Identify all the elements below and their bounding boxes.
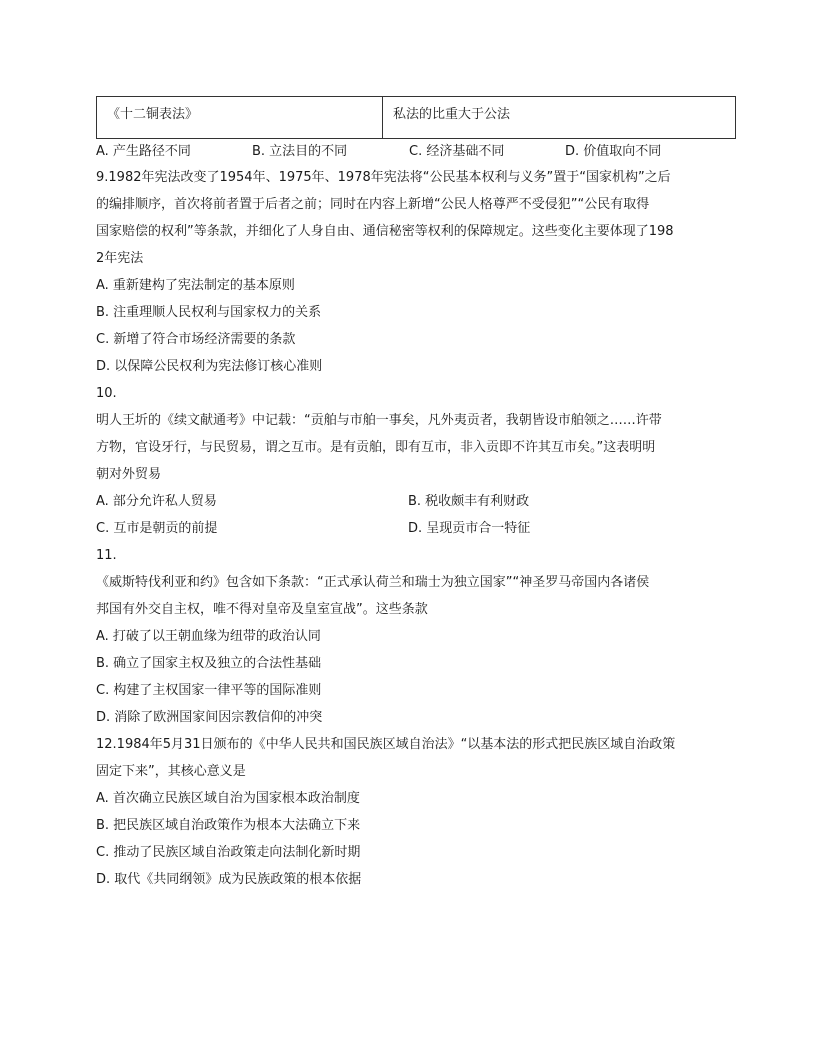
q10-stem-line: 朝对外贸易 [96,467,162,482]
q12-stem-line: 12.1984年5月31日颁布的《中华人民共和国民族区域自治法》“以基本法的形式把民族区域自治政策 [96,737,676,752]
q10-stem-line: 明人王圻的《续文献通考》中记载：“贡舶与市舶一事矣，凡外夷贡者，我朝皆设市舶领之……许带 [96,413,662,428]
table-cell-right: 私法的比重大于公法 [393,107,511,122]
q9-stem-line: 9.1982年宪法改变了1954年、1975年、1978年宪法将“公民基本权利与义务”置于“国家机构”之后 [96,170,671,185]
q10-number: 10. [96,386,117,401]
q11-option-a: A. 打破了以王朝血缘为纽带的政治认同 [96,629,321,644]
q12-option-c: C. 推动了民族区域自治政策走向法制化新时期 [96,845,361,860]
q11-number: 11. [96,548,117,563]
q8-option-c: C. 经济基础不同 [409,144,505,159]
q11-option-c: C. 构建了主权国家一律平等的国际准则 [96,683,322,698]
q10-stem-line: 方物，官设牙行，与民贸易，谓之互市。是有贡舶，即有互市，非入贡即不许其互市矣。”这表明明 [96,440,656,455]
q9-option-d: D. 以保障公民权利为宪法修订核心准则 [96,359,323,374]
q9-option-a: A. 重新建构了宪法制定的基本原则 [96,278,295,293]
q9-stem-line: 的编排顺序，首次将前者置于后者之前；同时在内容上新增“公民人格尊严不受侵犯”“公民有取得 [96,197,650,212]
comparison-table [96,96,736,139]
q11-option-b: B. 确立了国家主权及独立的合法性基础 [96,656,322,671]
q10-option-a: A. 部分允许私人贸易 [96,494,217,509]
q11-stem-line: 邦国有外交自主权，唯不得对皇帝及皇室宣战”。这些条款 [96,602,428,617]
q8-option-d: D. 价值取向不同 [565,144,662,159]
q9-option-c: C. 新增了符合市场经济需要的条款 [96,332,296,347]
q10-option-b: B. 税收颇丰有利财政 [408,494,530,509]
q10-option-c: C. 互市是朝贡的前提 [96,521,218,536]
q12-option-d: D. 取代《共同纲领》成为民族政策的根本依据 [96,872,362,887]
q9-option-b: B. 注重理顺人民权利与国家权力的关系 [96,305,322,320]
q12-option-a: A. 首次确立民族区域自治为国家根本政治制度 [96,791,360,806]
q9-stem-line: 国家赔偿的权利”等条款，并细化了人身自由、通信秘密等权利的保障规定。这些变化主要体现了198 [96,224,674,239]
q12-option-b: B. 把民族区域自治政策作为根本大法确立下来 [96,818,361,833]
q8-option-a: A. 产生路径不同 [96,144,191,159]
q12-stem-line: 固定下来”，其核心意义是 [96,764,246,779]
table-cell-left: 《十二铜表法》 [97,97,383,138]
q10-option-d: D. 呈现贡市合一特征 [408,521,531,536]
q8-option-b: B. 立法目的不同 [252,144,348,159]
q11-option-d: D. 消除了欧洲国家间因宗教信仰的冲突 [96,710,323,725]
q9-stem-line: 2年宪法 [96,251,144,266]
q11-stem-line: 《威斯特伐利亚和约》包含如下条款：“正式承认荷兰和瑞士为独立国家”“神圣罗马帝国内各诸侯 [96,575,650,590]
